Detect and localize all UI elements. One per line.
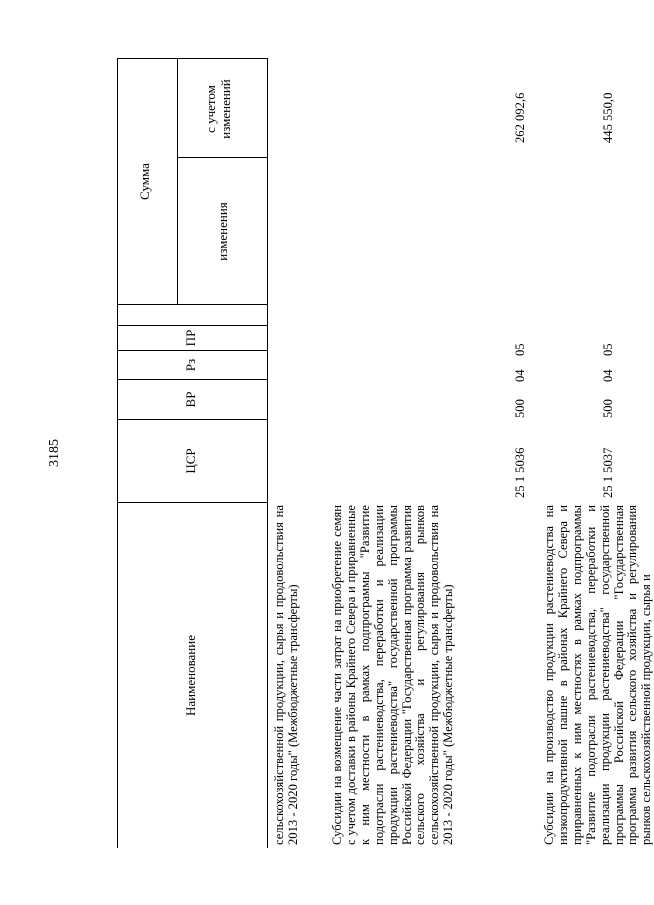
row-1-name: Субсидии на возмещение части затрат на приобретение семян с учетом доставки в районы Крайнего Севера и приравненные к ним местности в рамках подпрограммы "Развитие подотрасли растениеводства, переработки и реализации продукции растениеводства" государственной программы Российской Федерации "Государственная программа развития сельского хозяйства и регулирования рынков сельскохозяйственной продукции, сырья и продовольствия на 2013 - 2020 годы" (Межбюджетные трансферты)	[330, 505, 456, 845]
row-2-with-changes: 445 550,0	[601, 92, 615, 143]
row-2-csr: 25 1 5037	[601, 447, 615, 498]
header-changes: изменения	[215, 202, 230, 261]
header-name: Наименование	[183, 635, 198, 716]
header-sum: Сумма	[137, 163, 152, 200]
row-1-rz: 04	[513, 369, 527, 382]
header-pr: ПР	[183, 329, 198, 347]
row-1-with-changes: 262 092,6	[513, 92, 527, 143]
header-rz: Рз	[183, 358, 198, 372]
row-1-vr: 500	[513, 399, 527, 418]
table-header	[117, 58, 267, 848]
row-1-pr: 05	[513, 343, 527, 356]
row-2-vr: 500	[601, 399, 615, 418]
row-2-pr: 05	[601, 343, 615, 356]
row-0-name: сельскохозяйственной продукции, сырья и продовольствия на 2013 - 2020 годы" (Межбюджетные трансферты)	[272, 505, 300, 845]
header-csr: ЦСР	[183, 448, 198, 474]
header-vr: ВР	[183, 391, 198, 408]
header-with-changes: с учетом изменений	[203, 79, 233, 139]
row-2-rz: 04	[601, 369, 615, 382]
row-1-csr: 25 1 5036	[513, 447, 527, 498]
rotated-page	[117, 58, 654, 848]
row-2-name: Субсидии на производство продукции растениеводства на низкопродуктивной пашне в районах Крайнего Севера и приравненных к ним местностях в рамках подпрограммы "Развитие подотрасли растениеводства, переработки и реализации продукции растениеводства" государственной программы Российской Федерации "Государственная программа развития сельского хозяйства и регулирования рынков сельскохозяйственной продукции, сырья и	[542, 505, 654, 845]
page-number: 3185	[47, 439, 62, 467]
